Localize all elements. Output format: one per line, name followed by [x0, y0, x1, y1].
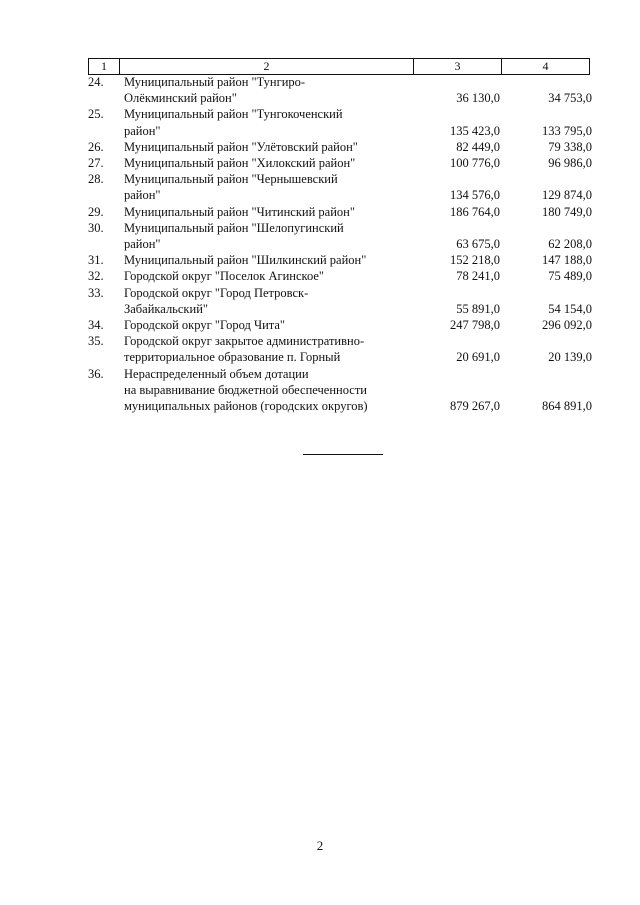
row-number: 32. — [88, 269, 104, 284]
row-number: 28. — [88, 172, 104, 187]
row-name-line: район" — [124, 237, 161, 252]
row-name — [124, 171, 414, 203]
row-name — [124, 155, 414, 171]
header-col-2: 2 — [119, 59, 413, 74]
row-name-line: Муниципальный район "Шилкинский район" — [124, 253, 367, 268]
row-value-col3: 55 891,0 — [456, 301, 500, 316]
row-name — [124, 74, 414, 106]
row-name-line: Муниципальный район "Улётовский район" — [124, 139, 358, 154]
row-value-col4: 75 489,0 — [548, 269, 592, 284]
row-name — [124, 204, 414, 220]
row-number: 25. — [88, 107, 104, 122]
table-header — [88, 58, 590, 75]
row-value-col4: 129 874,0 — [542, 188, 592, 203]
row-name — [124, 333, 414, 365]
row-value-col4: 34 753,0 — [548, 91, 592, 106]
row-value-col4: 20 139,0 — [548, 350, 592, 365]
table-row — [88, 204, 592, 220]
row-number: 33. — [88, 285, 104, 300]
row-value-col4: 864 891,0 — [542, 399, 592, 414]
header-col-4: 4 — [501, 59, 589, 74]
row-value-col4: 96 986,0 — [548, 156, 592, 171]
row-value-col4: 296 092,0 — [542, 318, 592, 333]
row-number: 24. — [88, 75, 104, 89]
row-value-col3: 134 576,0 — [450, 188, 500, 203]
row-value-col3: 36 130,0 — [456, 91, 500, 106]
row-name-line: Муниципальный район "Чернышевский — [124, 172, 338, 187]
row-name-line: муниципальных районов (городских округов) — [124, 399, 368, 414]
table-row — [88, 366, 592, 415]
row-value-col3: 63 675,0 — [456, 237, 500, 252]
table-row — [88, 220, 592, 252]
row-name — [124, 220, 414, 252]
row-value-col3: 135 423,0 — [450, 123, 500, 138]
table-row — [88, 139, 592, 155]
row-value-col3: 186 764,0 — [450, 204, 500, 219]
row-number: 29. — [88, 204, 104, 219]
row-value-col4: 133 795,0 — [542, 123, 592, 138]
row-name-line: Муниципальный район "Читинский район" — [124, 204, 355, 219]
row-value-col3: 879 267,0 — [450, 399, 500, 414]
row-number: 26. — [88, 139, 104, 154]
row-value-col3: 78 241,0 — [456, 269, 500, 284]
end-rule — [303, 454, 383, 455]
row-name-line: на выравнивание бюджетной обеспеченности — [124, 382, 367, 397]
row-value-col3: 82 449,0 — [456, 139, 500, 154]
row-number: 34. — [88, 318, 104, 333]
row-name-line: Городской округ "Поселок Агинское" — [124, 269, 325, 284]
row-name — [124, 285, 414, 317]
row-name-line: Муниципальный район "Шелопугинский — [124, 220, 344, 235]
row-number: 27. — [88, 156, 104, 171]
row-value-col4: 54 154,0 — [548, 301, 592, 316]
row-name-line: Нераспределенный объем дотации — [124, 366, 309, 381]
table-row — [88, 155, 592, 171]
row-value-col3: 100 776,0 — [450, 156, 500, 171]
row-value-col4: 62 208,0 — [548, 237, 592, 252]
row-name-line: Забайкальский" — [124, 301, 208, 316]
table-row — [88, 252, 592, 268]
table-row — [88, 333, 592, 365]
row-name — [124, 317, 414, 333]
row-number: 31. — [88, 253, 104, 268]
table-row — [88, 171, 592, 203]
row-name-line: Городской округ закрытое административно- — [124, 334, 365, 349]
row-value-col3: 20 691,0 — [456, 350, 500, 365]
row-value-col3: 247 798,0 — [450, 318, 500, 333]
row-value-col4: 180 749,0 — [542, 204, 592, 219]
row-name-line: территориальное образование п. Горный — [124, 350, 341, 365]
row-name-line: Муниципальный район "Тунгиро- — [124, 75, 306, 89]
row-name — [124, 139, 414, 155]
row-number: 30. — [88, 220, 104, 235]
table-body — [88, 74, 592, 414]
row-number: 36. — [88, 366, 104, 381]
row-number: 35. — [88, 334, 104, 349]
table-row — [88, 106, 592, 138]
row-name — [124, 366, 414, 415]
row-name — [124, 106, 414, 138]
row-value-col4: 147 188,0 — [542, 253, 592, 268]
header-col-3: 3 — [413, 59, 501, 74]
table-row — [88, 285, 592, 317]
row-value-col3: 152 218,0 — [450, 253, 500, 268]
page-number: 2 — [316, 838, 324, 853]
row-name-line: Муниципальный район "Хилокский район" — [124, 156, 356, 171]
table-row — [88, 268, 592, 284]
table-row — [88, 317, 592, 333]
row-name — [124, 252, 414, 268]
header-col-1: 1 — [101, 59, 107, 73]
row-name — [124, 268, 414, 284]
row-name-line: Городской округ "Город Чита" — [124, 318, 286, 333]
row-name-line: Городской округ "Город Петровск- — [124, 285, 309, 300]
table-row — [88, 74, 592, 106]
row-name-line: район" — [124, 188, 161, 203]
row-name-line: Олёкминский район" — [124, 91, 237, 106]
row-name-line: район" — [124, 123, 161, 138]
row-value-col4: 79 338,0 — [548, 139, 592, 154]
row-name-line: Муниципальный район "Тунгокоченский — [124, 107, 343, 122]
